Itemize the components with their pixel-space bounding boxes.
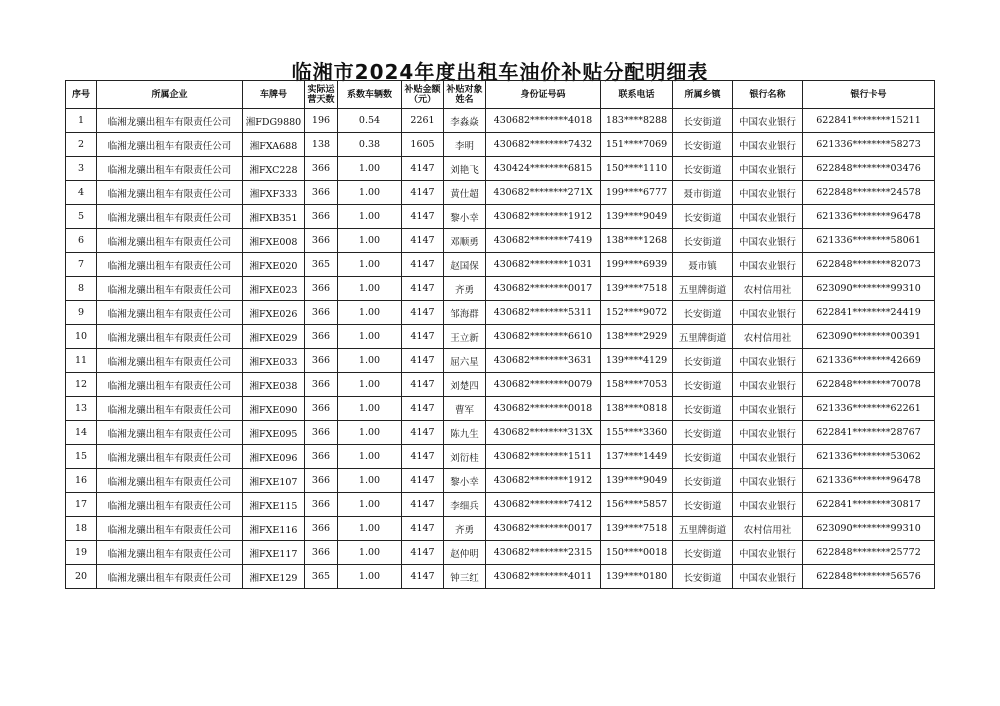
cell-recipient: 钟三红 [444, 565, 486, 589]
cell-coefficient: 1.00 [338, 445, 402, 469]
cell-days: 366 [305, 517, 338, 541]
cell-recipient: 邓顺勇 [444, 229, 486, 253]
cell-company: 临湘龙骧出租车有限责任公司 [97, 301, 243, 325]
cell-company: 临湘龙骧出租车有限责任公司 [97, 181, 243, 205]
cell-company: 临湘龙骧出租车有限责任公司 [97, 349, 243, 373]
cell-days: 366 [305, 349, 338, 373]
cell-bank: 中国农业银行 [733, 253, 803, 277]
cell-phone: 150****0018 [601, 541, 673, 565]
cell-index: 6 [66, 229, 97, 253]
table-row [66, 181, 935, 205]
cell-township: 长安街道 [673, 469, 733, 493]
cell-index: 7 [66, 253, 97, 277]
cell-township: 五里牌街道 [673, 325, 733, 349]
cell-bank: 中国农业银行 [733, 205, 803, 229]
cell-company: 临湘龙骧出租车有限责任公司 [97, 373, 243, 397]
document-title: 临湘市2024年度出租车油价补贴分配明细表 [291, 60, 709, 84]
cell-township: 长安街道 [673, 301, 733, 325]
cell-bank: 中国农业银行 [733, 565, 803, 589]
cell-township: 长安街道 [673, 565, 733, 589]
cell-amount: 4147 [402, 397, 444, 421]
cell-card-number: 621336********58061 [803, 229, 935, 253]
cell-phone: 151****7069 [601, 133, 673, 157]
cell-plate: 湘FXE029 [243, 325, 305, 349]
cell-days: 366 [305, 181, 338, 205]
header-id-number: 身份证号码 [486, 81, 601, 109]
cell-phone: 199****6777 [601, 181, 673, 205]
cell-recipient: 赵国保 [444, 253, 486, 277]
cell-bank: 中国农业银行 [733, 421, 803, 445]
cell-recipient: 齐勇 [444, 277, 486, 301]
cell-coefficient: 1.00 [338, 493, 402, 517]
cell-index: 5 [66, 205, 97, 229]
header-plate: 车牌号 [243, 81, 305, 109]
cell-id-number: 430682********0018 [486, 397, 601, 421]
table-row [66, 397, 935, 421]
cell-coefficient: 1.00 [338, 517, 402, 541]
cell-index: 18 [66, 517, 97, 541]
cell-amount: 4147 [402, 565, 444, 589]
cell-company: 临湘龙骧出租车有限责任公司 [97, 325, 243, 349]
cell-days: 366 [305, 229, 338, 253]
cell-company: 临湘龙骧出租车有限责任公司 [97, 133, 243, 157]
cell-card-number: 622841********15211 [803, 109, 935, 133]
cell-coefficient: 1.00 [338, 565, 402, 589]
cell-company: 临湘龙骧出租车有限责任公司 [97, 565, 243, 589]
cell-days: 366 [305, 157, 338, 181]
cell-coefficient: 0.54 [338, 109, 402, 133]
cell-plate: 湘FXE117 [243, 541, 305, 565]
header-row [66, 81, 935, 109]
cell-company: 临湘龙骧出租车有限责任公司 [97, 157, 243, 181]
cell-bank: 中国农业银行 [733, 349, 803, 373]
cell-plate: 湘FXE095 [243, 421, 305, 445]
table-row [66, 205, 935, 229]
cell-days: 196 [305, 109, 338, 133]
cell-amount: 4147 [402, 205, 444, 229]
cell-recipient: 李细兵 [444, 493, 486, 517]
cell-index: 4 [66, 181, 97, 205]
cell-amount: 4147 [402, 229, 444, 253]
header-bank: 银行名称 [733, 81, 803, 109]
cell-index: 17 [66, 493, 97, 517]
cell-company: 临湘龙骧出租车有限责任公司 [97, 277, 243, 301]
cell-township: 长安街道 [673, 349, 733, 373]
cell-recipient: 赵仲明 [444, 541, 486, 565]
cell-company: 临湘龙骧出租车有限责任公司 [97, 421, 243, 445]
cell-phone: 139****9049 [601, 469, 673, 493]
cell-coefficient: 1.00 [338, 205, 402, 229]
cell-card-number: 623090********99310 [803, 277, 935, 301]
cell-id-number: 430682********1511 [486, 445, 601, 469]
cell-township: 长安街道 [673, 109, 733, 133]
cell-plate: 湘FXE033 [243, 349, 305, 373]
cell-phone: 138****2929 [601, 325, 673, 349]
cell-days: 365 [305, 253, 338, 277]
cell-phone: 156****5857 [601, 493, 673, 517]
cell-plate: 湘FXE107 [243, 469, 305, 493]
cell-phone: 139****4129 [601, 349, 673, 373]
cell-card-number: 622848********25772 [803, 541, 935, 565]
cell-phone: 199****6939 [601, 253, 673, 277]
cell-bank: 农村信用社 [733, 277, 803, 301]
cell-township: 长安街道 [673, 157, 733, 181]
cell-index: 11 [66, 349, 97, 373]
cell-card-number: 622848********03476 [803, 157, 935, 181]
cell-card-number: 622848********82073 [803, 253, 935, 277]
cell-id-number: 430682********0079 [486, 373, 601, 397]
cell-amount: 2261 [402, 109, 444, 133]
cell-bank: 中国农业银行 [733, 445, 803, 469]
cell-index: 1 [66, 109, 97, 133]
cell-amount: 4147 [402, 349, 444, 373]
cell-plate: 湘FXE023 [243, 277, 305, 301]
cell-id-number: 430682********2315 [486, 541, 601, 565]
header-coefficient: 系数车辆数 [338, 81, 402, 109]
cell-days: 366 [305, 445, 338, 469]
cell-index: 12 [66, 373, 97, 397]
cell-coefficient: 1.00 [338, 253, 402, 277]
cell-id-number: 430682********1912 [486, 469, 601, 493]
cell-amount: 4147 [402, 277, 444, 301]
cell-plate: 湘FXE090 [243, 397, 305, 421]
table-row [66, 277, 935, 301]
cell-township: 长安街道 [673, 373, 733, 397]
cell-coefficient: 1.00 [338, 229, 402, 253]
cell-plate: 湘FXE008 [243, 229, 305, 253]
cell-days: 366 [305, 325, 338, 349]
cell-coefficient: 1.00 [338, 181, 402, 205]
cell-days: 366 [305, 397, 338, 421]
cell-days: 366 [305, 205, 338, 229]
cell-recipient: 黎小幸 [444, 205, 486, 229]
cell-township: 五里牌街道 [673, 517, 733, 541]
cell-bank: 中国农业银行 [733, 109, 803, 133]
cell-plate: 湘FXC228 [243, 157, 305, 181]
cell-id-number: 430682********7432 [486, 133, 601, 157]
cell-phone: 137****1449 [601, 445, 673, 469]
cell-card-number: 621336********62261 [803, 397, 935, 421]
cell-company: 临湘龙骧出租车有限责任公司 [97, 493, 243, 517]
cell-recipient: 刘衍桂 [444, 445, 486, 469]
cell-card-number: 621336********96478 [803, 469, 935, 493]
cell-amount: 4147 [402, 157, 444, 181]
cell-recipient: 曹军 [444, 397, 486, 421]
cell-coefficient: 1.00 [338, 301, 402, 325]
header-card-number: 银行卡号 [803, 81, 935, 109]
cell-company: 临湘龙骧出租车有限责任公司 [97, 229, 243, 253]
cell-company: 临湘龙骧出租车有限责任公司 [97, 205, 243, 229]
table-row [66, 469, 935, 493]
cell-id-number: 430682********7412 [486, 493, 601, 517]
table-row [66, 421, 935, 445]
cell-phone: 138****0818 [601, 397, 673, 421]
cell-index: 15 [66, 445, 97, 469]
cell-township: 长安街道 [673, 397, 733, 421]
cell-company: 临湘龙骧出租车有限责任公司 [97, 109, 243, 133]
cell-plate: 湘FXF333 [243, 181, 305, 205]
header-amount: 补贴金额（元） [402, 81, 444, 109]
cell-id-number: 430682********271X [486, 181, 601, 205]
cell-township: 长安街道 [673, 445, 733, 469]
cell-id-number: 430682********313X [486, 421, 601, 445]
cell-bank: 农村信用社 [733, 517, 803, 541]
cell-amount: 4147 [402, 373, 444, 397]
cell-index: 14 [66, 421, 97, 445]
table-row [66, 133, 935, 157]
cell-plate: 湘FXE116 [243, 517, 305, 541]
cell-amount: 4147 [402, 421, 444, 445]
cell-phone: 139****9049 [601, 205, 673, 229]
header-company: 所属企业 [97, 81, 243, 109]
cell-days: 366 [305, 373, 338, 397]
cell-plate: 湘FXE115 [243, 493, 305, 517]
cell-card-number: 621336********58273 [803, 133, 935, 157]
cell-plate: 湘FXB351 [243, 205, 305, 229]
table-row [66, 517, 935, 541]
cell-days: 365 [305, 565, 338, 589]
cell-days: 138 [305, 133, 338, 157]
cell-bank: 中国农业银行 [733, 373, 803, 397]
cell-index: 10 [66, 325, 97, 349]
cell-plate: 湘FXA688 [243, 133, 305, 157]
cell-recipient: 王立新 [444, 325, 486, 349]
table-row [66, 349, 935, 373]
cell-township: 长安街道 [673, 205, 733, 229]
cell-phone: 139****7518 [601, 517, 673, 541]
cell-id-number: 430682********1031 [486, 253, 601, 277]
cell-township: 长安街道 [673, 421, 733, 445]
cell-days: 366 [305, 277, 338, 301]
cell-index: 8 [66, 277, 97, 301]
cell-coefficient: 1.00 [338, 349, 402, 373]
cell-card-number: 621336********53062 [803, 445, 935, 469]
cell-bank: 中国农业银行 [733, 157, 803, 181]
table-row [66, 541, 935, 565]
cell-recipient: 李淼焱 [444, 109, 486, 133]
cell-township: 聂市街道 [673, 181, 733, 205]
cell-amount: 4147 [402, 517, 444, 541]
cell-recipient: 刘楚四 [444, 373, 486, 397]
header-index: 序号 [66, 81, 97, 109]
cell-coefficient: 1.00 [338, 277, 402, 301]
cell-phone: 155****3360 [601, 421, 673, 445]
table-row [66, 301, 935, 325]
table-row [66, 445, 935, 469]
cell-days: 366 [305, 301, 338, 325]
cell-coefficient: 1.00 [338, 469, 402, 493]
cell-township: 长安街道 [673, 493, 733, 517]
table-row [66, 157, 935, 181]
cell-index: 20 [66, 565, 97, 589]
cell-id-number: 430682********0017 [486, 277, 601, 301]
table-row [66, 253, 935, 277]
cell-index: 2 [66, 133, 97, 157]
cell-township: 长安街道 [673, 229, 733, 253]
cell-card-number: 623090********99310 [803, 517, 935, 541]
cell-recipient: 刘艳飞 [444, 157, 486, 181]
cell-township: 聂市镇 [673, 253, 733, 277]
cell-plate: 湘FXE026 [243, 301, 305, 325]
cell-recipient: 黎小幸 [444, 469, 486, 493]
cell-coefficient: 1.00 [338, 157, 402, 181]
cell-plate: 湘FXE020 [243, 253, 305, 277]
cell-id-number: 430682********7419 [486, 229, 601, 253]
cell-township: 长安街道 [673, 133, 733, 157]
cell-township: 长安街道 [673, 541, 733, 565]
cell-card-number: 622841********24419 [803, 301, 935, 325]
cell-coefficient: 1.00 [338, 421, 402, 445]
cell-days: 366 [305, 421, 338, 445]
cell-recipient: 陈九生 [444, 421, 486, 445]
cell-index: 3 [66, 157, 97, 181]
cell-card-number: 622841********30817 [803, 493, 935, 517]
cell-card-number: 623090********00391 [803, 325, 935, 349]
cell-card-number: 622848********70078 [803, 373, 935, 397]
cell-days: 366 [305, 469, 338, 493]
header-township: 所属乡镇 [673, 81, 733, 109]
cell-company: 临湘龙骧出租车有限责任公司 [97, 397, 243, 421]
cell-bank: 中国农业银行 [733, 181, 803, 205]
cell-id-number: 430682********4011 [486, 565, 601, 589]
cell-index: 13 [66, 397, 97, 421]
cell-recipient: 黄仕超 [444, 181, 486, 205]
cell-company: 临湘龙骧出租车有限责任公司 [97, 253, 243, 277]
table-row [66, 109, 935, 133]
cell-phone: 139****7518 [601, 277, 673, 301]
cell-amount: 4147 [402, 493, 444, 517]
cell-company: 临湘龙骧出租车有限责任公司 [97, 469, 243, 493]
table-row [66, 565, 935, 589]
cell-recipient: 李明 [444, 133, 486, 157]
cell-coefficient: 1.00 [338, 325, 402, 349]
cell-amount: 4147 [402, 541, 444, 565]
cell-id-number: 430682********4018 [486, 109, 601, 133]
table-row [66, 493, 935, 517]
cell-card-number: 621336********42669 [803, 349, 935, 373]
cell-id-number: 430682********5311 [486, 301, 601, 325]
cell-recipient: 屈六星 [444, 349, 486, 373]
cell-coefficient: 1.00 [338, 373, 402, 397]
cell-amount: 4147 [402, 181, 444, 205]
cell-amount: 1605 [402, 133, 444, 157]
cell-bank: 中国农业银行 [733, 133, 803, 157]
cell-card-number: 621336********96478 [803, 205, 935, 229]
cell-amount: 4147 [402, 253, 444, 277]
cell-bank: 中国农业银行 [733, 469, 803, 493]
subsidy-table [65, 80, 935, 589]
cell-card-number: 622841********28767 [803, 421, 935, 445]
cell-id-number: 430682********3631 [486, 349, 601, 373]
header-days: 实际运营天数 [305, 81, 338, 109]
cell-company: 临湘龙骧出租车有限责任公司 [97, 517, 243, 541]
cell-phone: 183****8288 [601, 109, 673, 133]
cell-card-number: 622848********56576 [803, 565, 935, 589]
cell-coefficient: 0.38 [338, 133, 402, 157]
header-recipient: 补贴对象姓名 [444, 81, 486, 109]
cell-bank: 中国农业银行 [733, 229, 803, 253]
cell-id-number: 430682********6610 [486, 325, 601, 349]
cell-phone: 158****7053 [601, 373, 673, 397]
cell-bank: 中国农业银行 [733, 493, 803, 517]
cell-company: 临湘龙骧出租车有限责任公司 [97, 541, 243, 565]
cell-card-number: 622848********24578 [803, 181, 935, 205]
cell-amount: 4147 [402, 469, 444, 493]
cell-phone: 139****0180 [601, 565, 673, 589]
cell-amount: 4147 [402, 445, 444, 469]
cell-bank: 中国农业银行 [733, 301, 803, 325]
cell-bank: 中国农业银行 [733, 541, 803, 565]
cell-id-number: 430682********1912 [486, 205, 601, 229]
cell-coefficient: 1.00 [338, 397, 402, 421]
cell-phone: 138****1268 [601, 229, 673, 253]
table-row [66, 229, 935, 253]
cell-recipient: 齐勇 [444, 517, 486, 541]
cell-index: 19 [66, 541, 97, 565]
cell-id-number: 430682********0017 [486, 517, 601, 541]
cell-phone: 150****1110 [601, 157, 673, 181]
cell-index: 9 [66, 301, 97, 325]
table-row [66, 373, 935, 397]
cell-plate: 湘FXE096 [243, 445, 305, 469]
cell-index: 16 [66, 469, 97, 493]
cell-plate: 湘FXE038 [243, 373, 305, 397]
cell-bank: 农村信用社 [733, 325, 803, 349]
cell-coefficient: 1.00 [338, 541, 402, 565]
cell-id-number: 430424********6815 [486, 157, 601, 181]
cell-township: 五里牌街道 [673, 277, 733, 301]
cell-bank: 中国农业银行 [733, 397, 803, 421]
table-row [66, 325, 935, 349]
cell-amount: 4147 [402, 301, 444, 325]
cell-amount: 4147 [402, 325, 444, 349]
cell-company: 临湘龙骧出租车有限责任公司 [97, 445, 243, 469]
header-phone: 联系电话 [601, 81, 673, 109]
cell-phone: 152****9072 [601, 301, 673, 325]
cell-days: 366 [305, 493, 338, 517]
cell-days: 366 [305, 541, 338, 565]
cell-plate: 湘FDG9880 [243, 109, 305, 133]
cell-plate: 湘FXE129 [243, 565, 305, 589]
cell-recipient: 邹海群 [444, 301, 486, 325]
